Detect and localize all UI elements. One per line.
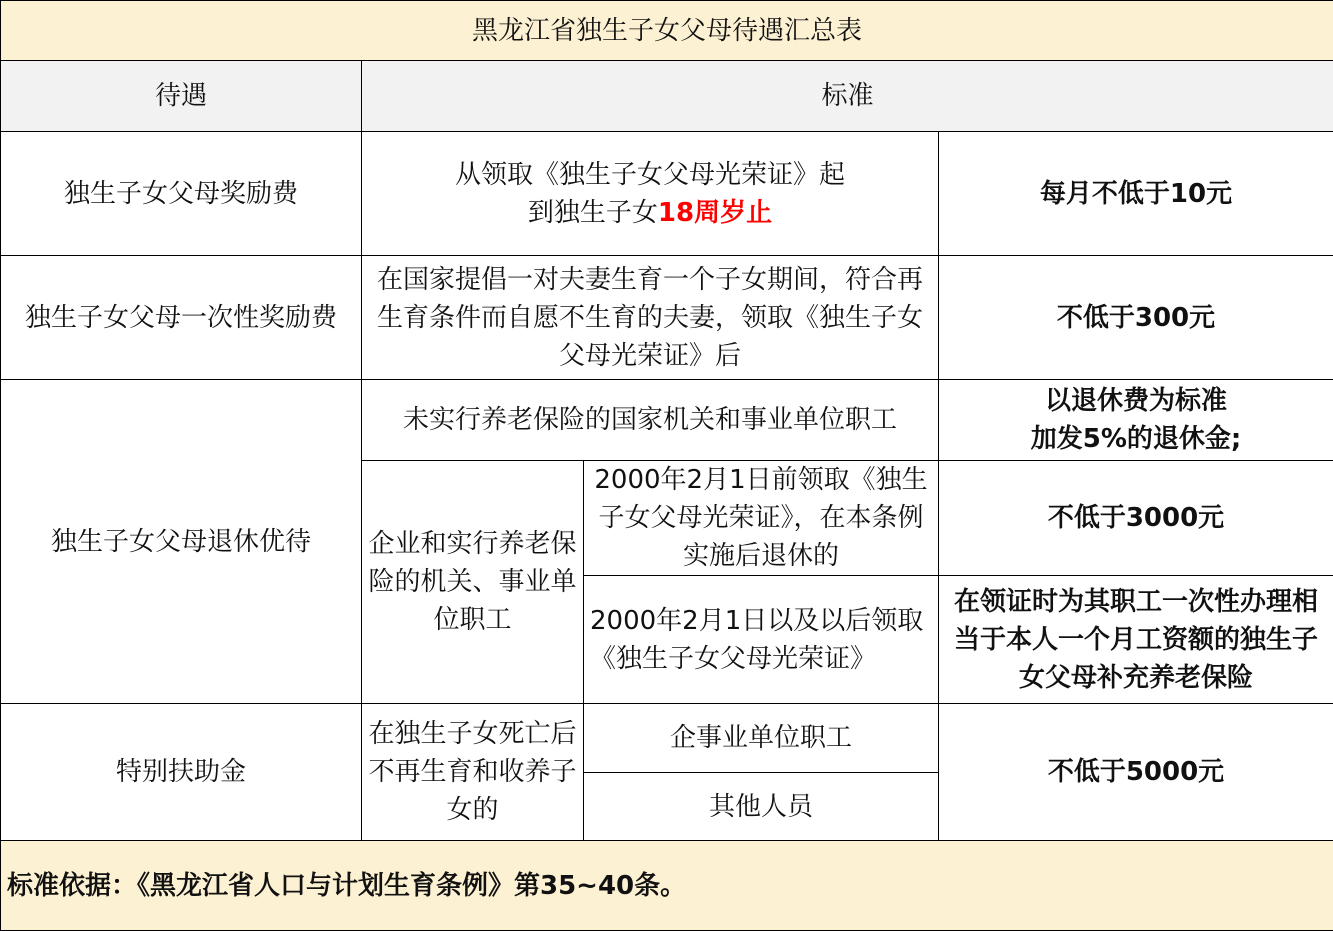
benefit-amount: 在领证时为其职工一次性办理相当于本人一个月工资额的独生子女父母补充养老保险 [939, 576, 1333, 704]
benefit-condition: 在独生子女死亡后不再生育和收养子女的 [362, 704, 584, 841]
benefit-name: 独生子女父母奖励费 [1, 132, 362, 256]
benefit-amount: 不低于3000元 [939, 461, 1333, 576]
benefit-amount: 不低于5000元 [939, 704, 1333, 841]
table-row [1, 256, 1333, 380]
benefit-condition: 未实行养老保险的国家机关和事业单位职工 [362, 380, 939, 461]
condition-line: 到独生子女 [527, 197, 658, 228]
condition-highlight: 18周岁止 [657, 197, 773, 228]
benefit-amount [939, 380, 1333, 461]
benefit-name: 独生子女父母退休优待 [1, 380, 362, 704]
benefit-amount: 不低于300元 [939, 256, 1333, 380]
employee-group: 企业和实行养老保险的机关、事业单位职工 [362, 461, 584, 704]
benefit-condition: 在国家提倡一对夫妻生育一个子女期间，符合再生育条件而自愿不生育的夫妻，领取《独生子女父母光荣证》后 [362, 256, 939, 380]
benefit-amount: 每月不低于10元 [939, 132, 1333, 256]
table-row [1, 704, 1333, 773]
benefit-name: 特别扶助金 [1, 704, 362, 841]
recipient-type: 企事业单位职工 [584, 704, 939, 773]
benefit-condition [362, 132, 939, 256]
header-standard: 标准 [362, 61, 1333, 132]
table-title: 黑龙江省独生子女父母待遇汇总表 [1, 1, 1333, 61]
table-row [1, 132, 1333, 256]
table-row [1, 380, 1333, 461]
benefit-name: 独生子女父母一次性奖励费 [1, 256, 362, 380]
condition-line: 从领取《独生子女父母光荣证》起 [454, 159, 845, 190]
footer-note: 标准依据：《黑龙江省人口与计划生育条例》第35~40条。 [1, 841, 1333, 931]
benefit-condition: 2000年2月1日前领取《独生子女父母光荣证》，在本条例实施后退休的 [584, 461, 939, 576]
amount-line: 以退休费为标准 [1045, 386, 1228, 416]
benefit-condition: 2000年2月1日以及以后领取《独生子女父母光荣证》 [584, 576, 939, 704]
amount-line: 加发5%的退休金; [1030, 424, 1242, 454]
recipient-type: 其他人员 [584, 773, 939, 841]
header-benefit: 待遇 [1, 61, 362, 132]
